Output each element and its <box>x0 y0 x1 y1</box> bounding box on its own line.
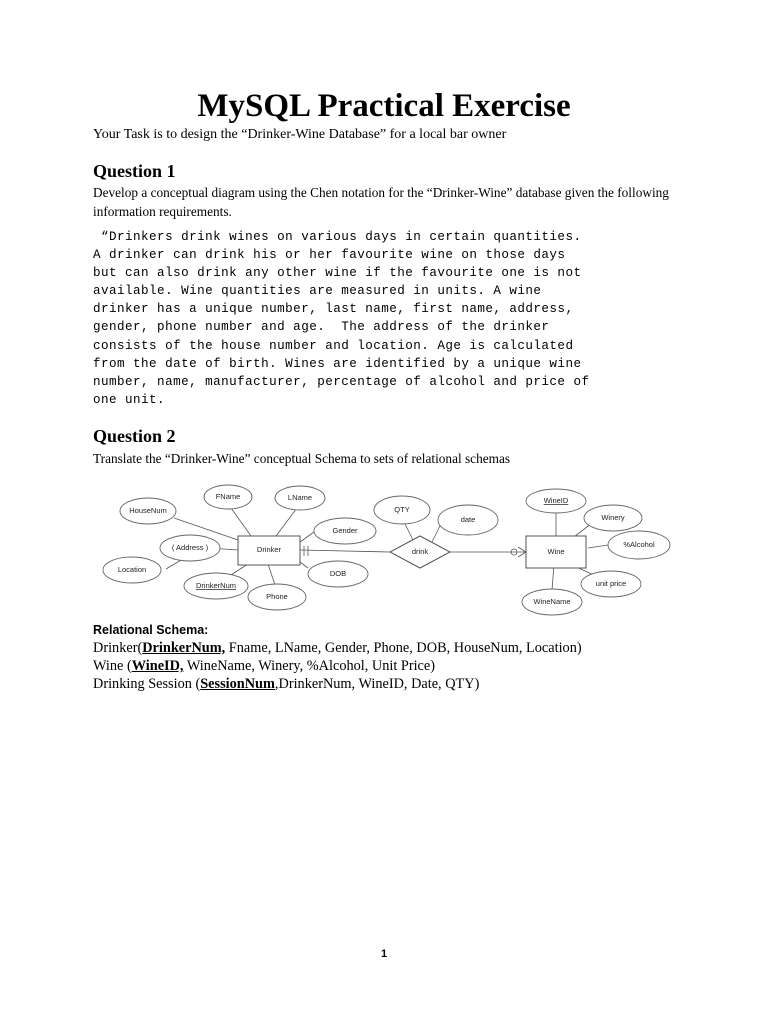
primary-key: DrinkerNum, <box>142 640 226 656</box>
quote-line: one unit. <box>93 392 166 407</box>
schema-wine: Wine (WineID, WineName, Winery, %Alcohol, Unit Price) <box>93 658 436 674</box>
entity-wine: Wine <box>547 546 565 556</box>
quote-line: number, name, manufacturer, percentage of alcohol and price of <box>93 374 590 389</box>
attr-location: Location <box>117 564 147 574</box>
attr-winery: Winery <box>601 512 625 522</box>
attr-lname: LName <box>287 492 313 502</box>
question-1-heading: Question 1 <box>93 161 176 181</box>
attr-unit-price: unit price <box>595 578 627 588</box>
quote-line: A drinker can drink his or her favourite wine on those days <box>93 248 566 263</box>
primary-key: SessionNum <box>200 676 275 692</box>
page-number: 1 <box>380 948 388 960</box>
question-2-text: Translate the “Drinker-Wine” conceptual Schema to sets of relational schemas <box>93 451 511 466</box>
question-1-text: Develop a conceptual diagram using the Chen notation for the “Drinker-Wine” database given the following information requirements. <box>93 185 669 219</box>
attr-address: ( Address ) <box>171 542 209 552</box>
attr-phone: Phone <box>266 591 288 601</box>
er-diagram <box>96 478 676 624</box>
relationship-drink: drink <box>411 546 429 556</box>
attr-dob: DOB <box>329 568 347 578</box>
schema-drinker: Drinker(DrinkerNum, Fname, LName, Gender, Phone, DOB, HouseNum, Location) <box>93 640 582 656</box>
question-2-heading: Question 2 <box>93 426 176 446</box>
schema-drinking-session: Drinking Session (SessionNum,DrinkerNum, WineID, Date, QTY) <box>93 676 480 692</box>
primary-key: WineID, <box>131 658 184 674</box>
task-description: Your Task is to design the “Drinker-Wine Database” for a local bar owner <box>93 127 507 142</box>
entity-drinker: Drinker <box>256 544 282 554</box>
attr-alcohol: %Alcohol <box>623 539 655 549</box>
quote-line: drinker has a unique number, last name, first name, address, <box>93 302 574 317</box>
attr-wineid: WineID <box>543 495 569 505</box>
quote-line: consists of the house number and location. Age is calculated <box>93 338 574 353</box>
attr-housenum: HouseNum <box>129 505 167 515</box>
attr-gender: Gender <box>332 525 358 535</box>
attr-drinkernum: DrinkerNum <box>195 580 237 590</box>
quote-line: but can also drink any other wine if the favourite one is not <box>93 266 582 281</box>
attr-date: date <box>460 514 476 524</box>
quote-line: from the date of birth. Wines are identified by a unique wine <box>93 356 582 371</box>
quote-line: gender, phone number and age. The address of the drinker <box>93 320 550 335</box>
quote-line: available. Wine quantities are measured in units. A wine <box>93 284 542 299</box>
requirements-quote <box>93 228 683 409</box>
attr-fname: FName <box>215 491 241 501</box>
page-title: MySQL Practical Exercise <box>197 88 571 124</box>
quote-line: “Drinkers drink wines on various days in certain quantities. <box>93 230 582 244</box>
attr-qty: QTY <box>394 504 410 514</box>
attr-winename: WineName <box>533 596 571 606</box>
relational-schema-heading: Relational Schema: <box>93 623 209 637</box>
